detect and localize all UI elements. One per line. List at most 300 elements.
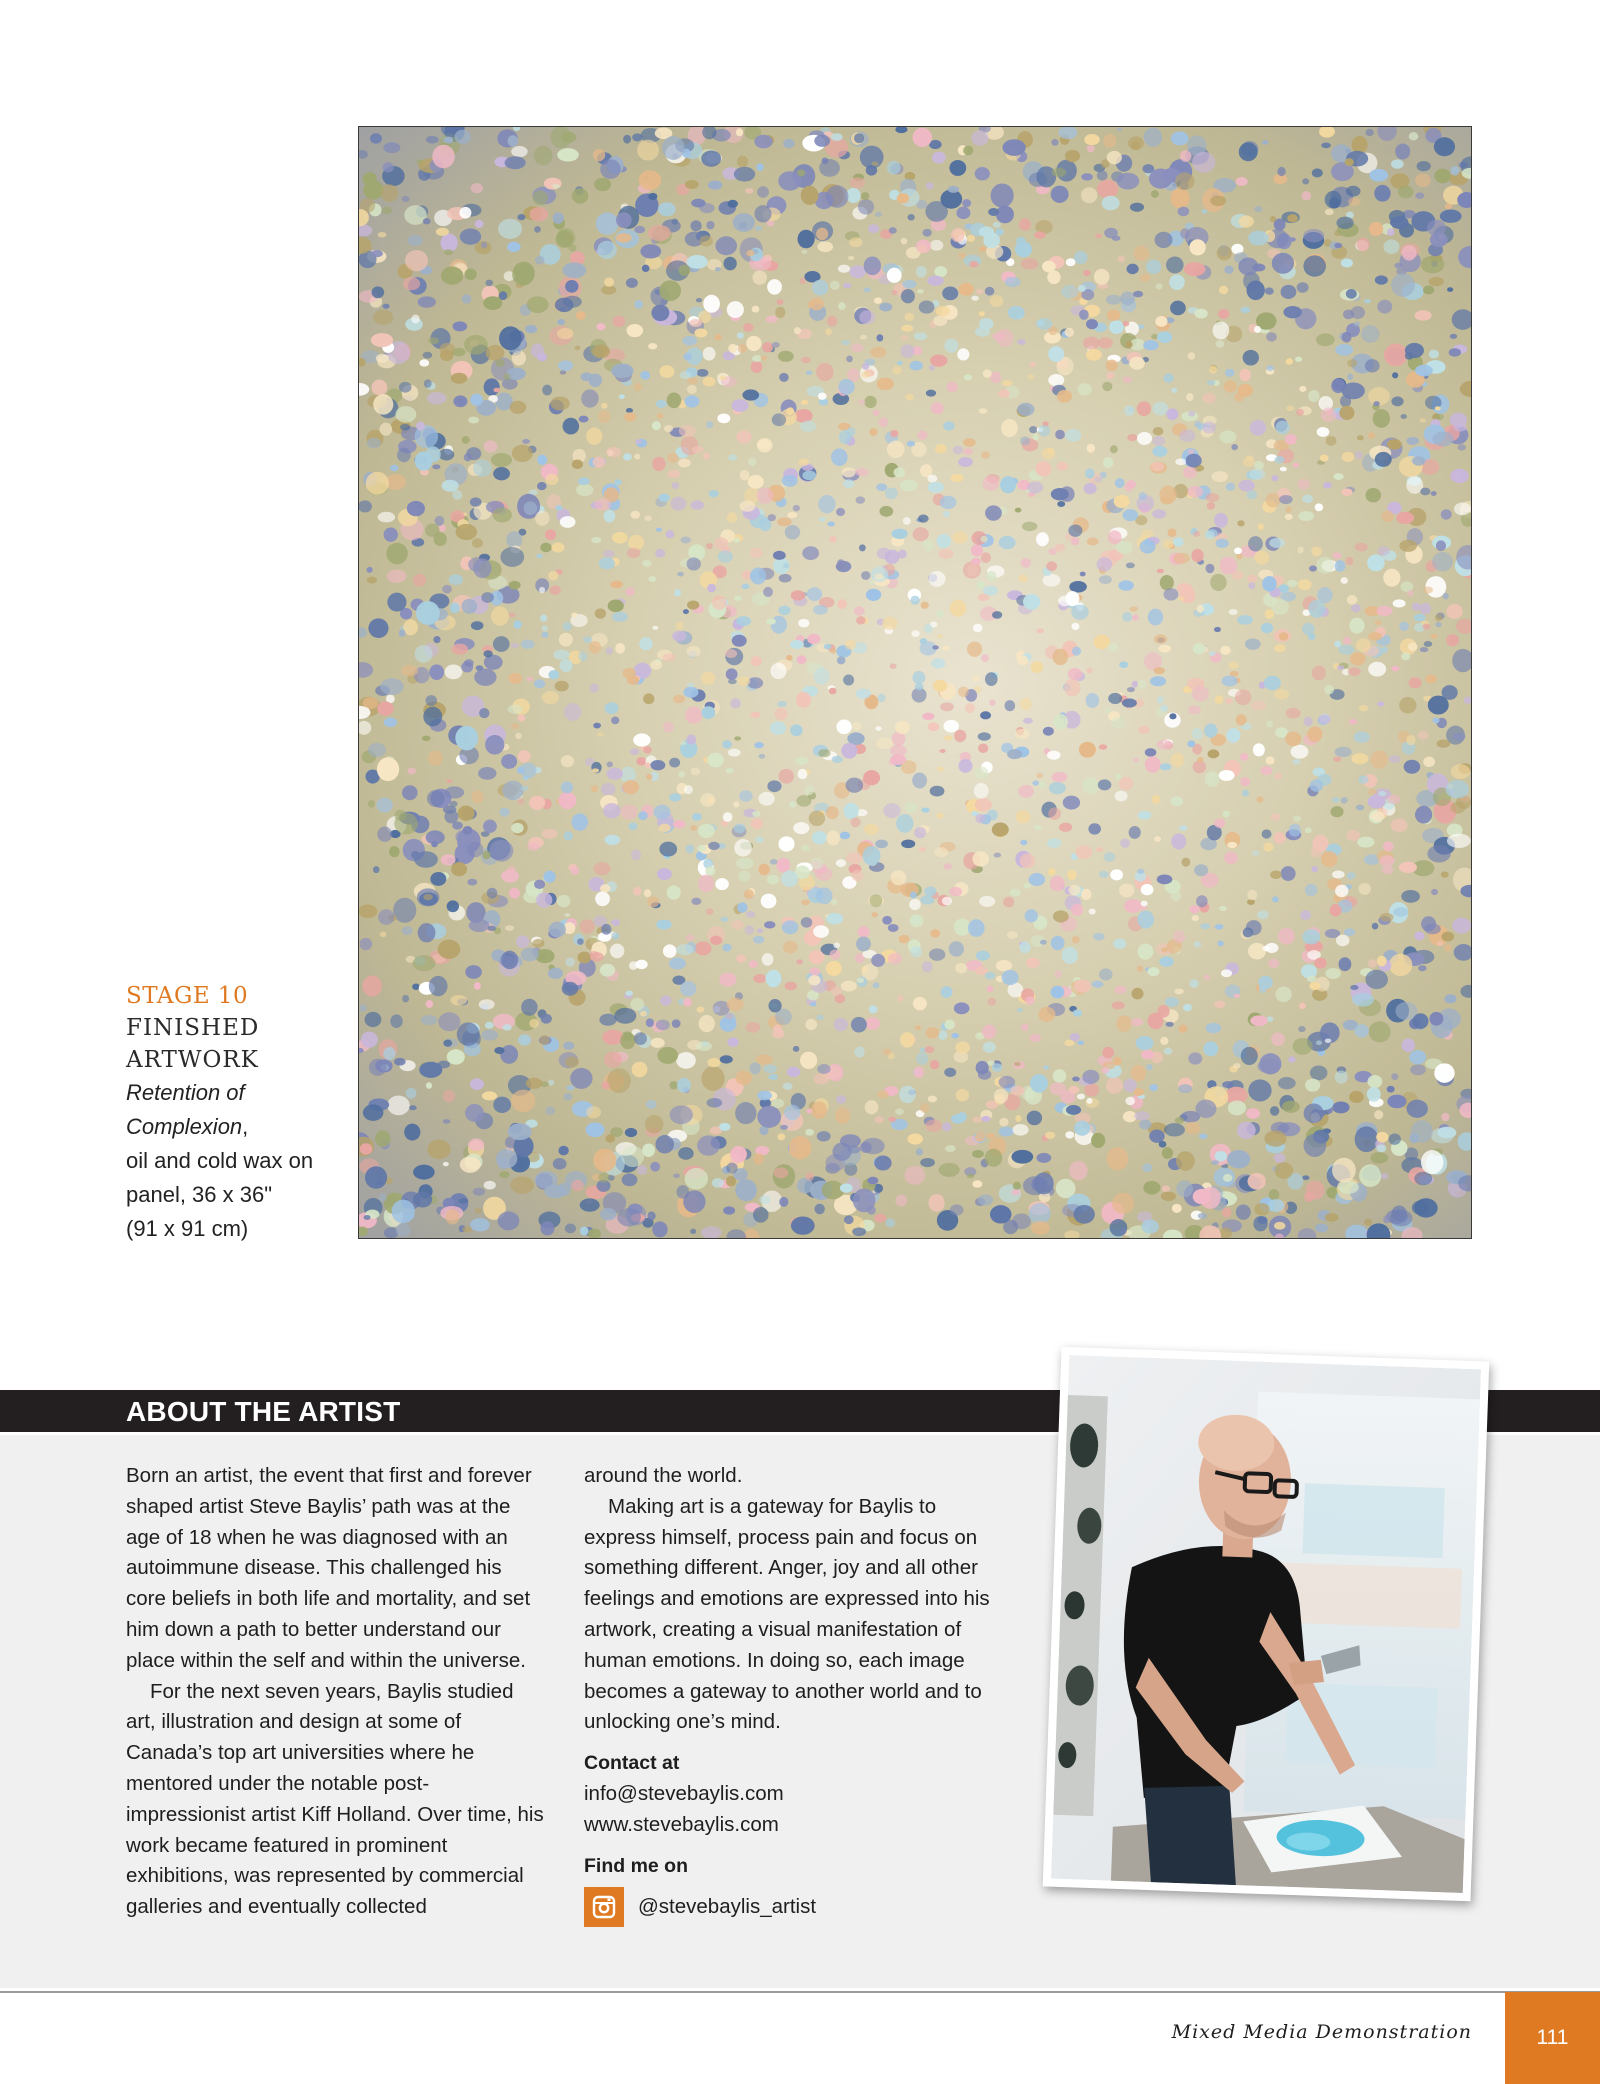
paint-dab	[426, 136, 439, 144]
paint-dab	[950, 600, 967, 617]
paint-dab	[1214, 1001, 1225, 1009]
paint-dab	[521, 639, 535, 649]
paint-dab	[498, 219, 522, 239]
paint-dab	[450, 995, 467, 1005]
paint-dab	[762, 953, 774, 966]
paint-dab	[754, 135, 772, 149]
paint-dab	[694, 328, 707, 337]
work-title-line1: Retention of	[126, 1080, 245, 1105]
paint-dab	[1389, 954, 1412, 976]
paint-dab	[814, 668, 830, 685]
paint-dab	[1414, 614, 1426, 622]
paint-dab	[1338, 1181, 1359, 1194]
paint-dab	[1411, 1120, 1433, 1143]
paint-dab	[657, 868, 672, 880]
paint-dab	[749, 1062, 760, 1074]
paint-dab	[606, 447, 621, 458]
paint-dab	[903, 517, 911, 525]
paint-dab	[413, 1191, 432, 1207]
paint-dab	[691, 768, 700, 776]
paint-dab	[446, 1209, 460, 1224]
paint-dab	[1271, 1032, 1285, 1046]
paint-dab	[1137, 910, 1154, 928]
paint-dab	[1389, 755, 1401, 763]
paint-dab	[518, 750, 531, 763]
paint-dab	[692, 446, 704, 453]
paint-dab	[904, 1166, 925, 1185]
paint-dab	[1112, 1001, 1125, 1009]
paint-dab	[691, 825, 698, 831]
paint-dab	[1444, 944, 1451, 952]
paint-dab	[831, 899, 838, 905]
paint-dab	[464, 268, 476, 280]
paint-dab	[586, 1106, 601, 1118]
paint-dab	[608, 600, 624, 613]
paint-dab	[958, 283, 974, 296]
paint-dab	[1431, 1128, 1454, 1144]
paint-dab	[1173, 553, 1190, 564]
paint-dab	[1112, 1193, 1134, 1214]
paint-dab	[1299, 386, 1306, 392]
paint-dab	[1417, 161, 1431, 171]
paint-dab	[481, 1030, 498, 1041]
paint-dab	[601, 783, 616, 796]
paint-dab	[1203, 1041, 1218, 1056]
paint-dab	[686, 934, 695, 941]
paint-dab	[1335, 344, 1353, 356]
paint-dab	[971, 130, 988, 146]
paint-dab	[518, 1034, 531, 1045]
paint-dab	[1249, 469, 1265, 480]
paint-dab	[1064, 1230, 1079, 1238]
paint-dab	[779, 1197, 788, 1207]
contact-website[interactable]: www.stevebaylis.com	[584, 1812, 779, 1836]
paint-dab	[545, 529, 556, 540]
paint-dab	[1099, 744, 1107, 749]
paint-dab	[1305, 1079, 1320, 1092]
paint-dab	[1405, 343, 1424, 358]
paint-dab	[1353, 321, 1360, 326]
paint-dab	[471, 621, 484, 630]
paint-dab	[570, 1068, 592, 1089]
about-column-1	[126, 1461, 546, 1923]
paint-dab	[972, 1180, 982, 1188]
paint-dab	[667, 470, 680, 478]
paint-dab	[715, 334, 722, 340]
paint-dab	[938, 1030, 947, 1040]
paint-dab	[990, 295, 1004, 307]
paint-dab	[563, 418, 580, 435]
paint-dab	[910, 361, 923, 371]
paint-dab	[1204, 724, 1217, 738]
paint-dab	[444, 786, 464, 798]
paint-dab	[801, 917, 813, 928]
paint-dab	[738, 676, 751, 686]
paint-dab	[365, 1166, 387, 1189]
paint-dab	[913, 128, 932, 147]
paint-dab	[1210, 196, 1226, 207]
paint-dab	[540, 543, 551, 553]
paint-dab	[1234, 548, 1242, 555]
paint-dab	[1349, 719, 1357, 725]
paint-dab	[840, 832, 850, 840]
paint-dab	[1160, 1037, 1168, 1045]
paint-dab	[1051, 986, 1065, 999]
paint-dab	[876, 483, 887, 491]
paint-dab	[1433, 718, 1440, 724]
paint-dab	[499, 808, 509, 817]
paint-dab	[1152, 402, 1168, 416]
paint-dab	[1399, 540, 1417, 552]
paint-dab	[557, 895, 571, 908]
paint-dab	[1441, 1113, 1449, 1122]
paint-dab	[1207, 749, 1219, 758]
paint-dab	[1274, 1222, 1285, 1230]
paint-dab	[1099, 575, 1112, 584]
paint-dab	[978, 1069, 991, 1079]
paint-dab	[746, 336, 761, 351]
paint-dab	[773, 551, 786, 560]
paint-dab	[1302, 1175, 1309, 1180]
paint-dab	[978, 732, 991, 741]
paint-dab	[685, 395, 700, 407]
paint-dab	[748, 960, 758, 968]
paint-dab	[1129, 606, 1138, 611]
paint-dab	[656, 528, 662, 532]
paint-dab	[736, 955, 746, 963]
paint-dab	[1194, 421, 1201, 428]
paint-dab	[650, 1162, 660, 1172]
paint-dab	[801, 900, 810, 906]
paint-dab	[1164, 1048, 1173, 1055]
paint-dab	[525, 325, 537, 333]
paint-dab	[1096, 847, 1103, 852]
paint-dab	[1041, 448, 1055, 460]
paint-dab	[1248, 943, 1266, 960]
paint-dab	[858, 199, 874, 215]
paint-dab	[1446, 780, 1470, 798]
stage-label: STAGE 10	[126, 983, 249, 1009]
paint-dab	[1402, 1039, 1415, 1053]
paint-dab	[1022, 522, 1037, 532]
paint-dab	[513, 127, 520, 131]
paint-dab	[1418, 731, 1429, 740]
paint-dab	[1053, 714, 1068, 730]
paint-dab	[1149, 1129, 1165, 1142]
paint-dab	[806, 1172, 814, 1181]
paint-dab	[1218, 309, 1229, 319]
paint-dab	[809, 950, 825, 964]
paint-dab	[1198, 1213, 1208, 1219]
paint-dab	[1034, 1172, 1054, 1194]
paint-dab	[846, 355, 853, 362]
paint-dab	[1335, 885, 1348, 898]
paint-dab	[860, 335, 867, 340]
paint-dab	[737, 902, 747, 913]
paint-dab	[1104, 228, 1118, 239]
paint-dab	[943, 511, 951, 517]
paint-dab	[1124, 899, 1142, 913]
paint-dab	[883, 803, 900, 818]
paint-dab	[513, 620, 521, 628]
paint-dab	[1079, 742, 1096, 758]
contact-email[interactable]: info@stevebaylis.com	[584, 1781, 784, 1805]
paint-dab	[571, 1180, 583, 1192]
paint-dab	[935, 610, 943, 618]
paint-dab	[940, 496, 957, 509]
paint-dab	[818, 393, 827, 400]
instagram-link[interactable]	[584, 1887, 1004, 1927]
paint-dab	[1401, 653, 1410, 661]
paint-dab	[943, 421, 954, 430]
paint-dab	[439, 343, 455, 355]
paint-dab	[1151, 462, 1165, 471]
paint-dab	[890, 430, 898, 437]
paint-dab	[879, 506, 893, 517]
paint-dab	[563, 622, 572, 631]
paint-dab	[831, 133, 843, 141]
paint-dab	[1064, 1040, 1074, 1047]
paint-dab	[1254, 551, 1269, 565]
paint-dab	[1317, 427, 1330, 437]
paint-dab	[590, 683, 599, 693]
paint-dab	[512, 264, 534, 286]
paint-dab	[985, 672, 998, 686]
paint-dab	[757, 186, 769, 198]
paint-dab	[1043, 727, 1054, 736]
paint-dab	[481, 242, 487, 249]
paint-dab	[1387, 439, 1402, 450]
paint-dab	[1268, 959, 1279, 969]
paint-dab	[1160, 575, 1174, 590]
paint-dab	[774, 1167, 789, 1178]
paint-dab	[548, 571, 558, 581]
paint-dab	[1355, 1126, 1379, 1152]
paint-dab	[1190, 979, 1199, 988]
paint-dab	[1449, 348, 1461, 357]
paint-dab	[738, 871, 751, 882]
paint-dab	[1214, 513, 1228, 528]
paint-dab	[1298, 511, 1314, 521]
paint-dab	[450, 603, 460, 614]
paint-dab	[817, 1131, 831, 1141]
paint-dab	[1098, 779, 1112, 790]
paint-dab	[779, 574, 792, 583]
paint-dab	[1215, 340, 1224, 348]
paint-dab	[992, 611, 1002, 619]
paint-dab	[862, 363, 869, 370]
paint-dab	[1409, 677, 1422, 688]
paint-dab	[1352, 993, 1374, 1007]
paint-dab	[435, 516, 445, 526]
paint-dab	[978, 1194, 993, 1205]
paint-dab	[1087, 145, 1095, 152]
paint-dab	[1361, 325, 1380, 343]
paint-dab	[438, 1012, 460, 1031]
paint-dab	[1368, 795, 1386, 808]
paint-dab	[1223, 810, 1230, 817]
paint-dab	[905, 394, 914, 401]
paint-dab	[1460, 985, 1471, 998]
paint-dab	[1316, 1040, 1322, 1045]
paint-dab	[1305, 884, 1317, 897]
paint-dab	[1263, 842, 1273, 851]
paint-dab	[863, 770, 880, 785]
paint-dab	[527, 842, 539, 851]
paint-dab	[599, 557, 615, 569]
paint-dab	[1178, 597, 1185, 601]
paint-dab	[985, 1149, 1003, 1167]
paint-dab	[1083, 483, 1096, 494]
paint-dab	[1205, 771, 1220, 787]
paint-dab	[1399, 862, 1417, 873]
paint-dab	[1450, 469, 1468, 483]
paint-dab	[441, 854, 456, 865]
paint-dab	[631, 849, 641, 860]
paint-dab	[470, 394, 483, 406]
paint-dab	[555, 298, 574, 313]
paint-dab	[708, 181, 722, 190]
paint-dab	[687, 385, 697, 394]
paint-dab	[1295, 357, 1302, 362]
paint-dab	[521, 948, 539, 962]
paint-dab	[407, 235, 422, 246]
paint-dab	[734, 839, 752, 857]
paint-dab	[843, 675, 854, 686]
paint-dab	[972, 675, 980, 682]
paint-dab	[1115, 791, 1128, 802]
paint-dab	[809, 298, 824, 311]
paint-dab	[1043, 574, 1061, 587]
paint-dab	[571, 612, 577, 618]
paint-dab	[1343, 637, 1351, 645]
paint-dab	[580, 1198, 600, 1211]
paint-dab	[359, 225, 372, 237]
paint-dab	[912, 773, 927, 789]
paint-dab	[1011, 1189, 1020, 1195]
paint-dab	[1177, 583, 1193, 593]
paint-dab	[411, 851, 419, 859]
paint-dab	[738, 344, 747, 353]
paint-dab	[940, 702, 954, 711]
paint-dab	[1382, 511, 1394, 523]
paint-dab	[630, 748, 639, 755]
paint-dab	[1336, 217, 1353, 229]
paint-dab	[813, 605, 828, 615]
paint-dab	[359, 662, 373, 678]
paint-dab	[1320, 455, 1329, 462]
paint-dab	[1247, 899, 1255, 905]
paint-dab	[775, 307, 785, 318]
paint-dab	[460, 1156, 481, 1172]
paint-dab	[1207, 502, 1215, 510]
paint-dab	[469, 919, 490, 932]
paint-dab	[1262, 140, 1268, 144]
paint-dab	[1145, 756, 1161, 773]
paint-dab	[995, 228, 1004, 235]
paint-dab	[979, 408, 987, 414]
paint-dab	[508, 705, 523, 714]
paint-dab	[813, 925, 829, 938]
paint-dab	[989, 699, 995, 705]
paint-dab	[1325, 968, 1341, 979]
paint-dab	[1029, 1203, 1051, 1224]
paint-dab	[871, 954, 885, 967]
paint-dab	[848, 256, 854, 260]
paint-dab	[1432, 431, 1453, 446]
paint-dab	[1246, 490, 1257, 499]
paint-dab	[936, 813, 943, 819]
paint-dab	[443, 1040, 452, 1047]
paint-dab	[1350, 985, 1358, 990]
paint-dab	[363, 172, 377, 186]
paint-dab	[642, 265, 650, 272]
paint-dab	[1421, 256, 1445, 274]
paint-dab	[463, 826, 473, 835]
paint-dab	[798, 619, 809, 628]
paint-dab	[999, 1127, 1015, 1137]
paint-dab	[874, 1156, 891, 1171]
paint-dab	[1270, 870, 1281, 879]
paint-dab	[1458, 1132, 1471, 1151]
paint-dab	[373, 866, 380, 873]
paint-dab	[869, 428, 877, 436]
paint-dab	[474, 982, 481, 990]
paint-dab	[981, 451, 990, 458]
paint-dab	[555, 505, 562, 510]
paint-dab	[1052, 772, 1068, 782]
paint-dab	[1051, 488, 1069, 501]
paint-dab	[626, 278, 638, 288]
paint-dab	[1428, 696, 1449, 715]
paint-dab	[373, 394, 393, 415]
paint-dab	[1187, 450, 1194, 454]
paint-dab	[380, 678, 404, 695]
paint-dab	[1391, 159, 1404, 168]
paint-dab	[689, 319, 702, 327]
paint-dab	[931, 402, 944, 414]
paint-dab	[1372, 923, 1379, 930]
paint-dab	[1131, 1018, 1143, 1026]
paint-dab	[1047, 751, 1061, 760]
paint-dab	[801, 845, 810, 851]
paint-dab	[757, 1106, 781, 1128]
paint-dab	[602, 1081, 610, 1089]
paint-dab	[548, 1079, 554, 1085]
paint-dab	[683, 336, 698, 346]
paint-dab	[639, 170, 661, 190]
paint-dab	[1193, 643, 1205, 654]
paint-dab	[838, 302, 846, 310]
paint-dab	[871, 912, 878, 917]
paint-dab	[1171, 753, 1185, 767]
paint-dab	[962, 199, 971, 207]
paint-dab	[672, 482, 680, 489]
paint-dab	[916, 1052, 928, 1065]
paint-dab	[1305, 828, 1312, 834]
paint-dab	[1001, 419, 1018, 437]
paint-dab	[1333, 473, 1343, 480]
paint-dab	[978, 743, 988, 753]
paint-dab	[1288, 1056, 1295, 1062]
paint-dab	[623, 780, 639, 794]
paint-dab	[1332, 1158, 1356, 1183]
paint-dab	[419, 1062, 442, 1078]
paint-dab	[1246, 455, 1254, 460]
paint-dab	[699, 235, 713, 246]
paint-dab	[807, 587, 822, 601]
paint-dab	[591, 785, 598, 792]
